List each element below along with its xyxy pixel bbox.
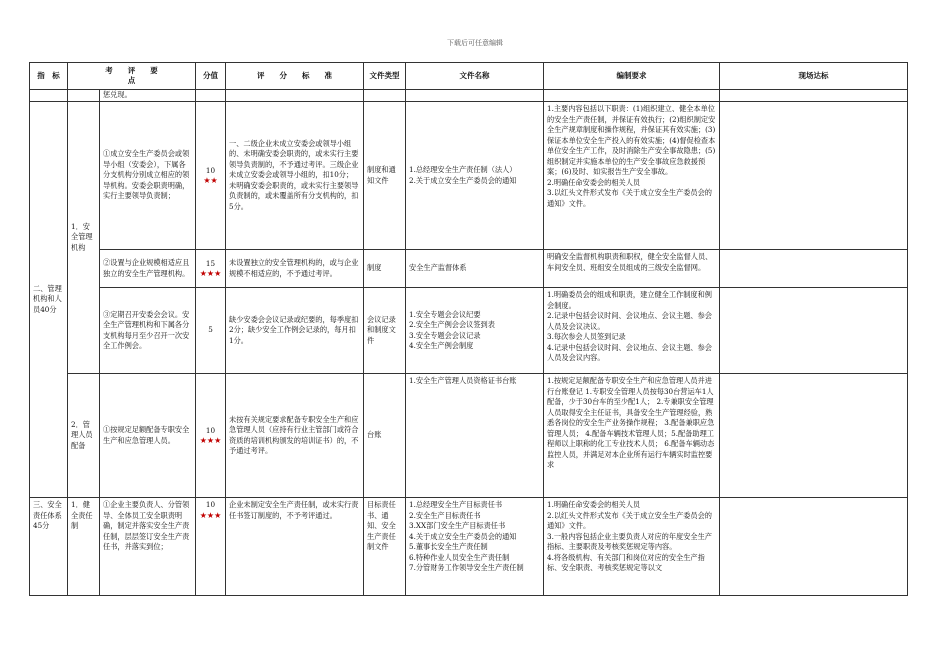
score-value: 10 <box>205 425 216 435</box>
requirement-list <box>544 498 720 596</box>
scoring-standard: 缺少安委会会议记录或纪要的，每季度扣2分；缺少安全工作例会记录的，每月扣1分。 <box>226 288 364 374</box>
requirement: 1.按规定足额配备专职安全生产和应急管理人员并进行台账登记 1.专职安全管理人员按每30台营运车1人配备，少于30台车的至少配1人； 2.专兼职安全管理人员取得安全主任证书，具备安全生产管理经验，熟悉各岗位的安全生产业务操作规程； 3.配备兼职应急管理人员； 4.配备车辆技术管理人员；5.配备助理工程师以上职称的化工专业技术人员； 6.配备车辆动态监控人员，并满足对本企业所有运行车辆实时监控要求 <box>547 376 715 469</box>
file-name-list <box>406 250 544 288</box>
requirement: 2.以红头文件形式发布《关于成立安全生产委员会的通知》文件。 <box>547 510 712 530</box>
requirement-list <box>544 250 720 288</box>
scoring-standard: 一、二级企业未成立安委会或领导小组的、未明确安委会职责的，或未实行主要领导负责制的，不予通过考评。三级企业未成立安委会或领导小组的，扣10分；未明确安委会职责的，或未实行主要领导负责制的，或未覆盖所有分支机构的，扣5分。 <box>226 102 364 250</box>
file-name-list <box>406 288 544 374</box>
sub-item-label: 1．健全责任制 <box>68 498 100 596</box>
cell-empty <box>196 90 226 102</box>
requirement: 1.明确任命安委会的相关人员 <box>547 500 641 509</box>
file-name: 7.分管财务工作领导安全生产责任制 <box>409 563 524 572</box>
file-name: 1.总经理安全生产责任制（法人） <box>409 165 517 174</box>
file-name: 3.安全专题会会议记录 <box>409 330 481 340</box>
cell-empty <box>406 90 544 102</box>
table-row <box>30 102 908 250</box>
evaluation-table <box>29 62 908 596</box>
table-row <box>30 498 908 596</box>
table-row <box>30 250 908 288</box>
eval-point: ③定期召开安委会会议。安全生产管理机构和下属各分支机构每月至少召开一次安全工作例会。 <box>100 288 196 374</box>
file-name: 4.安全生产例会制度 <box>409 341 474 350</box>
file-type: 制度和通知文件 <box>364 102 406 250</box>
cell-empty <box>30 90 68 102</box>
file-name-list <box>406 102 544 250</box>
table-row <box>30 288 908 374</box>
header-file-type: 文件类型 <box>364 63 406 90</box>
cell-empty <box>68 90 100 102</box>
onsite-cell <box>720 288 908 374</box>
cell-empty <box>226 90 364 102</box>
score-value: 10 <box>205 165 216 175</box>
file-name: 安全生产监督体系 <box>409 263 467 273</box>
file-name: 6.特种作业人员安全生产责任制 <box>409 552 510 562</box>
sub-item-label: 2．管理人员配备 <box>68 374 100 498</box>
section-label: 二、管理机构和人员40分 <box>30 102 68 498</box>
eval-point: ①按规定足额配备专职安全生产和应急管理人员。 <box>100 374 196 498</box>
header-requirement: 编制要求 <box>544 63 720 90</box>
header-file-name: 文件名称 <box>406 63 544 90</box>
requirement: 3.以红头文件形式发布《关于成立安全生产委员会的通知》文件。 <box>547 188 712 208</box>
watermark-text: 下载后可任意编辑 <box>447 39 503 47</box>
star-rating: ★★★ <box>199 436 222 446</box>
file-name: 1.安全专题会会议纪要 <box>409 309 481 319</box>
table-row <box>30 374 908 498</box>
star-rating: ★★ <box>203 176 218 186</box>
score-cell <box>196 374 226 498</box>
score-cell <box>196 102 226 250</box>
header-onsite: 现场达标 <box>720 63 908 90</box>
file-name: 2.关于成立安全生产委员会的通知 <box>409 175 517 185</box>
header-score: 分值 <box>196 63 226 90</box>
scoring-standard: 企业未制定安全生产责任制，或未实行责任书签订制度的，不予考评通过。 <box>226 498 364 596</box>
requirement: 明确安全监督机构职责和职权，健全安全监督人员、车间安全员、班组安全员组成的三级安全监督网。 <box>547 252 713 272</box>
section-label: 三、安全责任体系45分 <box>30 498 68 596</box>
star-rating: ★★★ <box>199 510 222 520</box>
header-row <box>30 63 908 90</box>
score-value: 10 <box>205 500 216 509</box>
requirement-list <box>544 102 720 250</box>
file-name: 4.关于成立安全生产委员会的通知 <box>409 531 517 541</box>
requirement: 2.记录中包括会议时间、会议地点、会议主题、参会人员及会议决议。 <box>547 311 712 331</box>
header-point-top: 考 评 要 <box>105 65 158 75</box>
requirement: 3.一般内容包括企业主要负责人对应的年度安全生产指标、主要职责及考核奖惩规定等内容。 <box>547 531 712 551</box>
cell-empty <box>544 90 720 102</box>
eval-point: ①成立安全生产委员会或领导小组（安委会），下属各分支机构分别成立相应的领导机构。安委会职责明确，实行主要领导负责制； <box>100 102 196 250</box>
scoring-standard: 未设置独立的安全管理机构的，或与企业规模不相适应的，不予通过考评。 <box>226 250 364 288</box>
requirement: 1.明确委员会的组成和职责，建立健全工作制度和例会制度。 <box>547 290 712 310</box>
cell-continued-text: 惩兑现。 <box>100 90 196 102</box>
file-name-list <box>406 374 544 498</box>
file-type: 制度 <box>364 250 406 288</box>
score-value: 5 <box>208 325 213 335</box>
file-name: 1.总经理安全生产目标责任书 <box>409 500 503 509</box>
requirement: 2.明确任命安委会的相关人员 <box>547 177 641 187</box>
score-cell <box>196 498 226 596</box>
onsite-cell <box>720 498 908 596</box>
requirement: 4.将各级机构、有关部门和岗位对应的安全生产指标、安全职责、考核奖惩规定等以文 <box>547 552 705 572</box>
eval-point: ②设置与企业规模相适应且独立的安全生产管理机构。 <box>100 250 196 288</box>
header-point-bottom: 点 <box>127 76 136 85</box>
cell-empty <box>720 90 908 102</box>
file-type: 台账 <box>364 374 406 498</box>
table-row-continued <box>30 90 908 102</box>
eval-point: ①企业主要负责人、分管领导、全体员工安全职责明确，制定并落实安全生产责任制，层层签订安全生产责任书，并落实到位； <box>100 498 196 596</box>
file-name: 2.安全生产例会会议签到表 <box>409 320 495 329</box>
score-cell <box>196 250 226 288</box>
requirement-list <box>544 288 720 374</box>
file-name: 5.董事长安全生产责任制 <box>409 542 488 551</box>
header-indicator: 指 标 <box>30 63 68 90</box>
file-type: 目标责任书、通知、安全生产责任制文件 <box>364 498 406 596</box>
header-standard: 评 分 标 准 <box>226 63 364 90</box>
onsite-cell <box>720 374 908 498</box>
file-name-list <box>406 498 544 596</box>
file-name: 2.安全生产目标责任书 <box>409 510 481 520</box>
score-cell <box>196 288 226 374</box>
file-type: 会议记录和制度文件 <box>364 288 406 374</box>
requirement: 3.每次参会人员签到记录 <box>547 332 626 341</box>
file-name: 1.安全生产管理人员资格证书台账 <box>409 376 517 385</box>
star-rating: ★★★ <box>199 269 222 279</box>
scoring-standard: 未按有关规定要求配备专职安全生产和应急管理人员（应持有行业主管部门或符合资质的培训机构颁发的培训证书）的，不予通过考评。 <box>226 374 364 498</box>
requirement: 1.主要内容包括以下职责：(1)组织建立、健全本单位的安全生产责任制，并保证有效执行；(2)组织制定安全生产规章制度和操作规程，并保证其有效实施；(3)保证本单位安全生产投入的有效实施；(4)督促检查本单位安全生产工作，及时消除生产安全事故隐患；(5)组织制定并实施本单位的生产安全事故应急救援预案；(6)及时、如实报告生产安全事故。 <box>547 104 716 176</box>
onsite-cell <box>720 102 908 250</box>
requirement-list <box>544 374 720 498</box>
requirement: 4.记录中包括会议时间、会议地点、会议主题、参会人员及会议内容。 <box>547 342 712 362</box>
cell-empty <box>364 90 406 102</box>
file-name: 3.XX部门安全生产目标责任书 <box>409 521 506 530</box>
onsite-cell <box>720 250 908 288</box>
score-value: 15 <box>205 258 216 268</box>
header-point <box>68 63 196 90</box>
sub-item-label: 1．安全管理机构 <box>68 102 100 374</box>
